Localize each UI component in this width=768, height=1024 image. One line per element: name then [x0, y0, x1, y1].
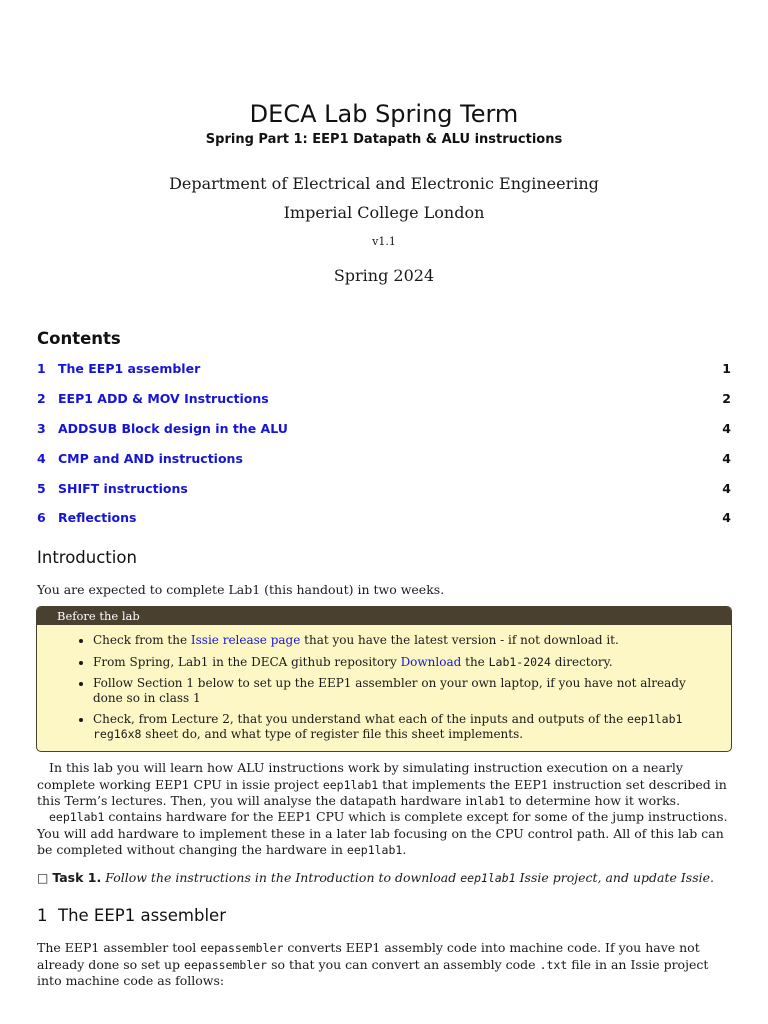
- toc-page-number: 1: [722, 361, 731, 376]
- toc-number: 4: [37, 451, 46, 466]
- code-text: lab1: [477, 794, 506, 808]
- intro-paragraph: In this lab you will learn how ALU instructions work by simulating instruction execution on a nearly complete working EEP1 CPU in issie project eep1lab1 that implements the EEP1 instruction set described in this Term’s lectures. Then, you will analyse the datapath hardware inlab1 to determine how it works.: [37, 760, 727, 808]
- toc-page-number: 2: [722, 391, 731, 406]
- before-the-lab-box: [36, 606, 732, 752]
- toc-number: 2: [37, 391, 46, 406]
- code-text: eep1lab1: [49, 810, 105, 824]
- toc-number: 6: [37, 510, 46, 525]
- toc-entry[interactable]: [37, 510, 731, 528]
- toc-number: 1: [37, 361, 46, 376]
- toc-number: 3: [37, 421, 46, 436]
- institution-name: Imperial College London: [283, 203, 485, 222]
- task-1: □ Task 1. Follow the instructions in the Introduction to download eep1lab1 Issie project, and update Issie.: [37, 870, 714, 885]
- toc-link[interactable]: SHIFT instructions: [58, 481, 188, 496]
- contents-heading: Contents: [37, 329, 121, 348]
- code-text: eepassembler: [200, 941, 284, 955]
- box-title: Before the lab: [37, 607, 731, 625]
- checklist-item: • Check from the Issie release page that you have the latest version - if not download it.: [93, 633, 711, 648]
- code-text: Lab1-2024: [488, 654, 551, 669]
- toc-entry[interactable]: [37, 481, 731, 499]
- section-1-heading: 1 The EEP1 assembler: [37, 906, 226, 925]
- checklist-item: • From Spring, Lab1 in the DECA github repository Download the Lab1-2024 directory.: [93, 655, 711, 670]
- toc-entry[interactable]: [37, 361, 731, 379]
- code-text: eep1lab1: [460, 871, 516, 885]
- task-label: Task 1.: [52, 870, 102, 885]
- toc-page-number: 4: [722, 510, 731, 525]
- code-text: .txt: [539, 957, 568, 972]
- toc-link[interactable]: ADDSUB Block design in the ALU: [58, 421, 288, 436]
- toc-number: 5: [37, 481, 46, 496]
- toc-page-number: 4: [722, 451, 731, 466]
- toc-entry[interactable]: [37, 391, 731, 409]
- document-subtitle: Spring Part 1: EEP1 Datapath & ALU instructions: [205, 132, 563, 147]
- checklist-item: • Check, from Lecture 2, that you understand what each of the inputs and outputs of the eep1lab1 reg16x8 sheet do, and what type of register file this sheet implements.: [93, 712, 711, 741]
- document-title: DECA Lab Spring Term: [249, 100, 519, 128]
- toc-link[interactable]: CMP and AND instructions: [58, 451, 243, 466]
- toc-entry[interactable]: [37, 421, 731, 439]
- toc-entry[interactable]: [37, 451, 731, 469]
- download-link[interactable]: Download: [400, 654, 462, 669]
- department-name: Department of Electrical and Electronic Engineering: [169, 174, 599, 193]
- section-1-paragraph: The EEP1 assembler tool eepassembler converts EEP1 assembly code into machine code. If you have not already done so set up eepassembler so that you can convert an assembly code .txt file in an Issie project into machine code as follows:: [37, 940, 709, 988]
- toc-link[interactable]: Reflections: [58, 510, 137, 525]
- intro-text: You are expected to complete Lab1 (this handout) in two weeks.: [37, 582, 445, 597]
- document-date: Spring 2024: [333, 266, 435, 285]
- code-text: eep1lab1: [322, 777, 379, 792]
- version-label: v1.1: [372, 235, 396, 248]
- checklist: [37, 633, 731, 741]
- task-checkbox[interactable]: □: [37, 871, 49, 885]
- introduction-heading: Introduction: [37, 548, 137, 567]
- code-text: eepassembler: [184, 957, 268, 972]
- toc-link[interactable]: EEP1 ADD & MOV Instructions: [58, 391, 269, 406]
- issie-release-link[interactable]: Issie release page: [190, 633, 301, 647]
- checklist-item: • Follow Section 1 below to set up the EEP1 assembler on your own laptop, if you have not already done so in class 1: [93, 676, 711, 705]
- code-text: eep1lab1 reg16x8: [93, 712, 683, 741]
- code-text: eep1lab1: [346, 843, 403, 857]
- toc-link[interactable]: The EEP1 assembler: [58, 361, 201, 376]
- toc-page-number: 4: [722, 421, 731, 436]
- toc-page-number: 4: [722, 481, 731, 496]
- intro-paragraph: eep1lab1 contains hardware for the EEP1 CPU which is complete except for some of the jump instructions. You will add hardware to implement these in a later lab focusing on the CPU control path. All of this lab can be completed without changing the hardware in eep1lab1.: [37, 809, 728, 857]
